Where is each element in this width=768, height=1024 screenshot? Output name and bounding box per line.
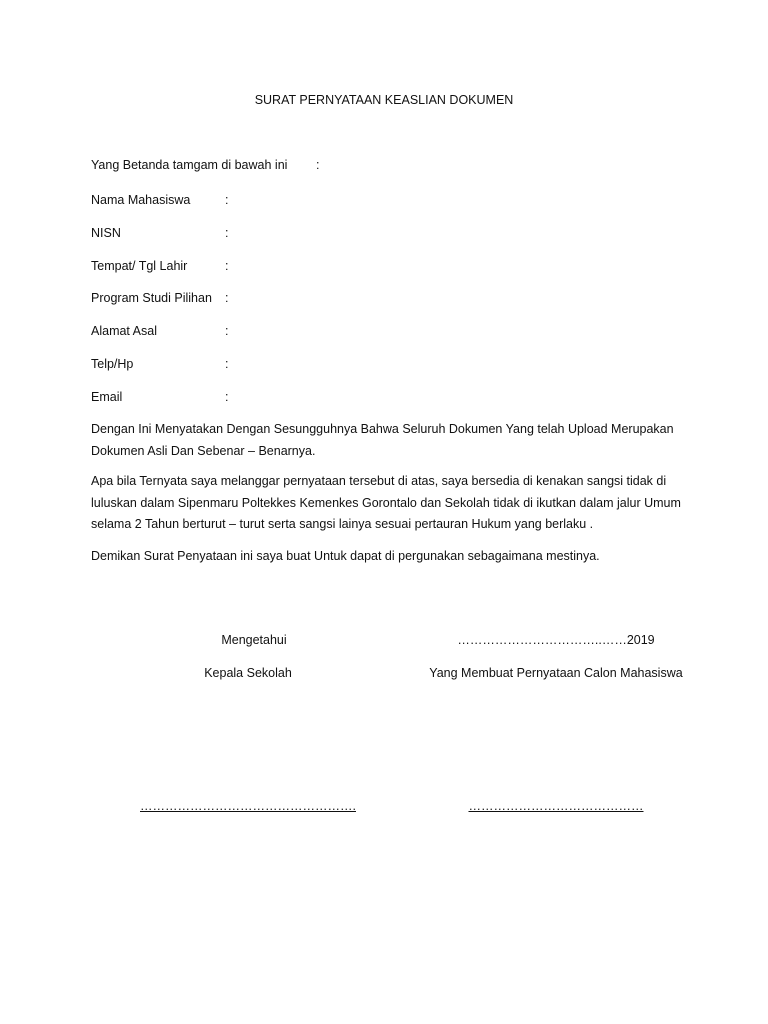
document-title: SURAT PERNYATAAN KEASLIAN DOKUMEN: [254, 93, 514, 107]
field-colon: :: [225, 193, 229, 207]
field-label: Nama Mahasiswa: [91, 193, 191, 207]
field-colon: :: [225, 226, 229, 240]
pembuat-pernyataan-label: Yang Membuat Pernyataan Calon Mahasiswa: [429, 666, 683, 680]
field-nisn: [91, 226, 229, 240]
field-label: Tempat/ Tgl Lahir: [91, 259, 188, 273]
field-colon: :: [225, 324, 229, 338]
field-label: Telp/Hp: [91, 357, 134, 371]
field-label: Program Studi Pilihan: [91, 291, 212, 305]
field-alamat-asal: [91, 324, 229, 338]
left-signature-line: …………………………………………….: [140, 799, 356, 813]
right-signature-line: ……………………………………: [468, 799, 644, 813]
sanction-paragraph: Apa bila Ternyata saya melanggar pernyataan tersebut di atas, saya bersedia di kenakan sangsi tidak di luluskan dalam Sipenmaru Poltekkes Kemenkes Gorontalo dan Sekolah tidak di ikutkan dalam jalur Umum selama 2 Tahun berturut – turut serta sangsi lainya sesuai pertauran Hukum yang berlaku .: [91, 474, 681, 531]
field-email: [91, 390, 229, 404]
statement-paragraph: Dengan Ini Menyatakan Dengan Sesungguhnya Bahwa Seluruh Dokumen Yang telah Upload Merupakan Dokumen Asli Dan Sebenar – Benarnya.: [91, 422, 674, 458]
field-label: Alamat Asal: [91, 324, 158, 338]
intro-label: Yang Betanda tamgam di bawah ini: [91, 158, 288, 172]
field-label: NISN: [91, 226, 121, 240]
field-colon: :: [225, 357, 229, 371]
kepala-sekolah-label: Kepala Sekolah: [204, 666, 292, 680]
field-program-studi: [91, 291, 229, 305]
field-colon: :: [225, 259, 229, 273]
field-telp-hp: [91, 357, 229, 371]
mengetahui-label: Mengetahui: [221, 633, 287, 647]
intro-line: [91, 158, 320, 172]
field-colon: :: [225, 390, 229, 404]
field-colon: :: [225, 291, 229, 305]
field-nama-mahasiswa: [91, 193, 229, 207]
closing-paragraph: Demikan Surat Penyataan ini saya buat Untuk dapat di pergunakan sebagaimana mestinya.: [91, 549, 600, 563]
field-tempat-tgl-lahir: [91, 259, 229, 273]
intro-colon: :: [316, 158, 320, 172]
field-label: Email: [91, 390, 123, 404]
date-line: ……………………………..……2019: [457, 633, 655, 647]
